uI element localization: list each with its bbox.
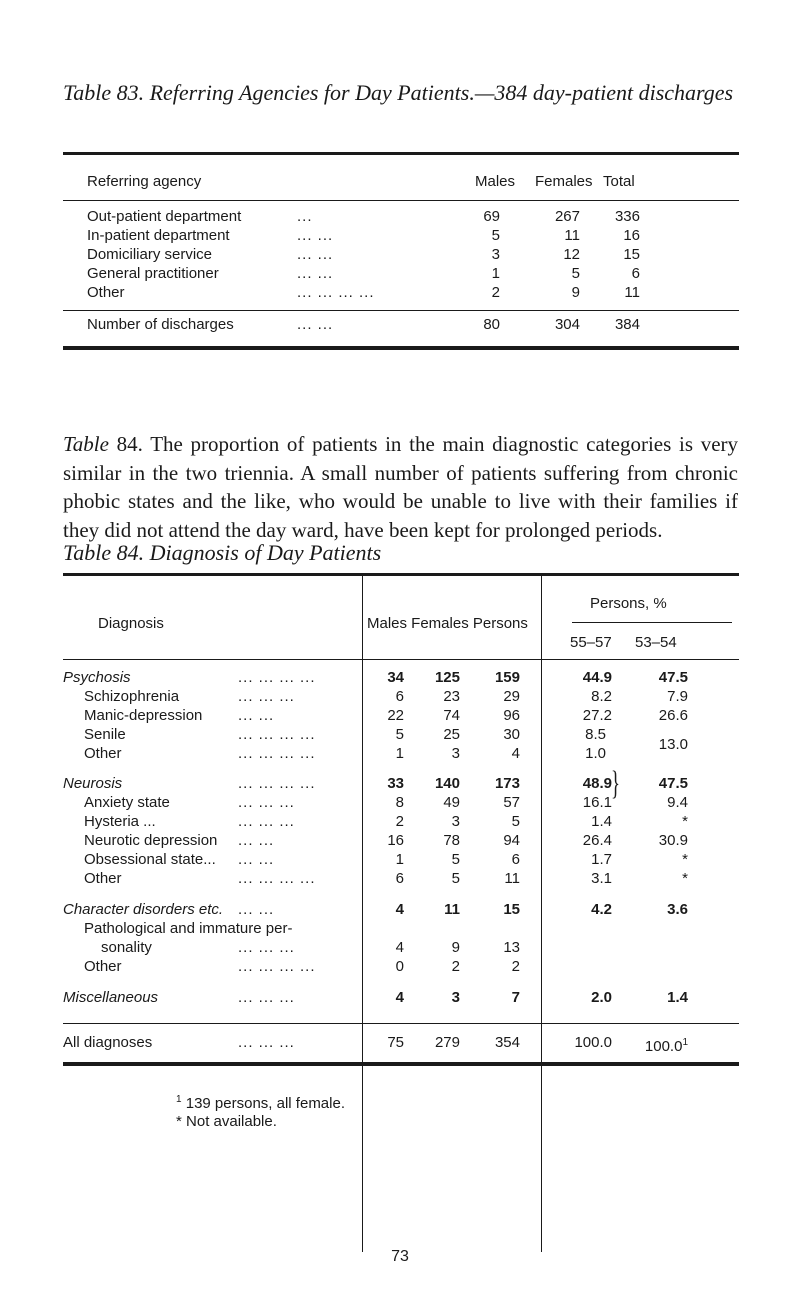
pct-53-54-cell: 3.6 xyxy=(667,901,688,918)
persons-cell: 30 xyxy=(503,726,520,743)
diagnosis-cell: Psychosis xyxy=(63,669,131,686)
caption-title: Diagnosis of Day Patients xyxy=(149,540,382,565)
footnote-1 xyxy=(176,1090,345,1114)
males-cell: 5 xyxy=(395,726,404,743)
agency-cell: Out-patient department xyxy=(87,208,242,225)
agency-cell: Other xyxy=(87,284,125,301)
header-rule xyxy=(63,659,739,660)
pct-55-57-cell: 26.4 xyxy=(582,832,612,849)
pct-53-54-cell: 7.9 xyxy=(667,688,688,705)
leader-dots: ... ... xyxy=(238,901,275,918)
pct-53-54-cell: 47.5 xyxy=(658,775,688,792)
leader-dots: ... ... xyxy=(238,707,275,724)
leader-dots: ... ... xyxy=(238,851,275,868)
persons-cell: 96 xyxy=(503,707,520,724)
males-cell: 4 xyxy=(395,939,404,956)
total-males: 75 xyxy=(387,1034,404,1051)
males-cell: 8 xyxy=(395,794,404,811)
diagnosis-cell: Obsessional state... xyxy=(84,851,216,868)
bottom-rule xyxy=(63,346,739,350)
total-total: 384 xyxy=(614,316,640,333)
males-cell: 3 xyxy=(491,246,500,263)
persons-cell: 159 xyxy=(494,669,520,686)
females-cell: 49 xyxy=(443,794,460,811)
males-cell: 6 xyxy=(395,688,404,705)
top-rule xyxy=(63,152,739,155)
males-cell: 1 xyxy=(491,265,500,282)
total-dots: ... ... xyxy=(297,316,334,333)
diagnosis-cell: Other xyxy=(84,870,122,887)
leader-dots: ... xyxy=(297,208,313,225)
males-cell: 1 xyxy=(395,745,404,762)
pct-53-54-cell: * xyxy=(682,870,688,887)
females-cell: 9 xyxy=(571,284,580,301)
sub-header-rule xyxy=(572,622,732,623)
total-males: 80 xyxy=(483,316,500,333)
agency-cell: General practitioner xyxy=(87,265,219,282)
leader-dots: ... ... xyxy=(238,832,275,849)
leader-dots: ... ... ... xyxy=(238,688,295,705)
caption-rest: —384 day-patient discharges xyxy=(474,80,734,105)
total-label: Number of discharges xyxy=(87,316,234,333)
column-divider xyxy=(541,576,542,1252)
leader-dots: ... ... ... ... xyxy=(238,958,316,975)
persons-cell: 15 xyxy=(503,901,520,918)
top-rule xyxy=(63,573,739,576)
agency-cell: Domiciliary service xyxy=(87,246,213,263)
total-rule xyxy=(63,310,739,311)
pct-55-57-cell: 1.0 xyxy=(585,745,606,762)
paragraph-lead-num: 84. xyxy=(116,432,143,456)
females-cell: 267 xyxy=(554,208,580,225)
pct-55-57-cell: 1.7 xyxy=(591,851,612,868)
females-cell: 140 xyxy=(434,775,460,792)
persons-cell: 7 xyxy=(511,989,520,1006)
leader-dots: ... ... ... ... xyxy=(238,745,316,762)
pct-53-54-cell: 30.9 xyxy=(658,832,688,849)
pct-55-57-cell: 1.4 xyxy=(591,813,612,830)
total-females: 279 xyxy=(434,1034,460,1051)
total-period-2-value: 100.0 xyxy=(644,1038,683,1055)
header-persons-pct: Persons, % xyxy=(590,595,667,612)
footnote-2-mark: * xyxy=(176,1113,182,1130)
total-cell: 11 xyxy=(624,284,640,301)
total-cell: 15 xyxy=(623,246,640,263)
body-paragraph xyxy=(63,430,738,544)
pct-53-54-cell: 9.4 xyxy=(667,794,688,811)
pct-53-54-cell: 13.0 xyxy=(658,736,688,753)
leader-dots: ... ... xyxy=(297,246,334,263)
persons-cell: 57 xyxy=(503,794,520,811)
diagnosis-cell: Other xyxy=(84,958,122,975)
agency-cell: In-patient department xyxy=(87,227,230,244)
pct-55-57-cell: 3.1 xyxy=(591,870,612,887)
pct-55-57-cell: 2.0 xyxy=(591,989,612,1006)
header-total: Total xyxy=(603,173,635,190)
females-cell: 125 xyxy=(434,669,460,686)
diagnosis-cell: Manic-depression xyxy=(84,707,203,724)
males-cell: 1 xyxy=(395,851,404,868)
females-cell: 23 xyxy=(443,688,460,705)
leader-dots: ... ... ... xyxy=(238,989,295,1006)
males-cell: 69 xyxy=(483,208,500,225)
persons-cell: 173 xyxy=(494,775,520,792)
brace-symbol: } xyxy=(611,765,620,802)
footnote-1-text: 139 persons, all female. xyxy=(185,1095,345,1112)
females-cell: 12 xyxy=(563,246,580,263)
table-83-caption xyxy=(63,78,743,108)
total-cell: 6 xyxy=(631,265,640,282)
diagnosis-cell: Neurotic depression xyxy=(84,832,218,849)
pct-55-57-cell: 8.2 xyxy=(591,688,612,705)
caption-label: Table 84. xyxy=(63,540,145,565)
females-cell: 11 xyxy=(564,227,580,244)
caption-label: Table 83. xyxy=(63,80,145,105)
diagnosis-cell: Pathological and immature per- xyxy=(84,920,293,937)
leader-dots: ... ... ... ... xyxy=(297,284,375,301)
header-agency: Referring agency xyxy=(87,173,202,190)
females-cell: 5 xyxy=(571,265,580,282)
females-cell: 74 xyxy=(443,707,460,724)
table-84-caption xyxy=(63,538,381,568)
total-cell: 16 xyxy=(623,227,640,244)
pct-55-57-cell: 44.9 xyxy=(582,669,612,686)
diagnosis-cell: sonality xyxy=(101,939,152,956)
header-males-females-persons: Males Females Persons xyxy=(367,615,528,632)
pct-53-54-cell: 1.4 xyxy=(667,989,688,1006)
diagnosis-cell: Neurosis xyxy=(63,775,123,792)
diagnosis-cell: Other xyxy=(84,745,122,762)
leader-dots: ... ... ... ... xyxy=(238,870,316,887)
diagnosis-cell: Senile xyxy=(84,726,126,743)
total-label: All diagnoses xyxy=(63,1034,153,1051)
header-males: Males xyxy=(475,173,516,190)
pct-53-54-cell: * xyxy=(682,813,688,830)
persons-cell: 11 xyxy=(504,870,520,887)
total-dots: ... ... ... xyxy=(238,1034,295,1051)
total-rule xyxy=(63,1023,739,1024)
females-cell: 2 xyxy=(451,958,460,975)
leader-dots: ... ... ... xyxy=(238,794,295,811)
footnote-2-text: Not available. xyxy=(186,1113,277,1130)
leader-dots: ... ... ... ... xyxy=(238,775,316,792)
pct-55-57-cell: 4.2 xyxy=(591,901,612,918)
footnote-2 xyxy=(176,1112,277,1132)
pct-53-54-cell: 26.6 xyxy=(658,707,688,724)
females-cell: 5 xyxy=(451,851,460,868)
males-cell: 22 xyxy=(387,707,404,724)
leader-dots: ... ... ... ... xyxy=(238,669,316,686)
females-cell: 3 xyxy=(451,813,460,830)
females-cell: 3 xyxy=(451,989,460,1006)
females-cell: 25 xyxy=(443,726,460,743)
header-rule xyxy=(63,200,739,201)
pct-53-54-cell: * xyxy=(682,851,688,868)
males-cell: 4 xyxy=(395,901,404,918)
page-number: 73 xyxy=(391,1248,409,1265)
males-cell: 2 xyxy=(491,284,500,301)
header-period-2: 53–54 xyxy=(635,634,677,651)
females-cell: 78 xyxy=(443,832,460,849)
diagnosis-cell: Hysteria ... xyxy=(84,813,156,830)
footnote-1-mark: 1 xyxy=(176,1094,182,1105)
females-cell: 11 xyxy=(444,901,460,918)
persons-cell: 6 xyxy=(511,851,520,868)
persons-cell: 29 xyxy=(503,688,520,705)
leader-dots: ... ... ... ... xyxy=(238,726,316,743)
leader-dots: ... ... xyxy=(297,265,334,282)
pct-53-54-cell: 47.5 xyxy=(658,669,688,686)
diagnosis-cell: Character disorders etc. xyxy=(63,901,224,918)
pct-55-57-cell: 27.2 xyxy=(582,707,612,724)
persons-cell: 13 xyxy=(503,939,520,956)
leader-dots: ... ... ... xyxy=(238,939,295,956)
males-cell: 6 xyxy=(395,870,404,887)
bottom-rule xyxy=(63,1062,739,1066)
females-cell: 5 xyxy=(451,870,460,887)
males-cell: 2 xyxy=(395,813,404,830)
diagnosis-cell: Miscellaneous xyxy=(63,989,159,1006)
pct-55-57-cell: 16.1 xyxy=(582,794,612,811)
males-cell: 5 xyxy=(491,227,500,244)
females-cell: 3 xyxy=(451,745,460,762)
males-cell: 0 xyxy=(395,958,404,975)
persons-cell: 2 xyxy=(511,958,520,975)
total-persons: 354 xyxy=(494,1034,520,1051)
total-period-2 xyxy=(630,1033,688,1057)
paragraph-lead: Table xyxy=(63,432,109,456)
males-cell: 34 xyxy=(387,669,404,686)
persons-cell: 5 xyxy=(511,813,520,830)
leader-dots: ... ... xyxy=(297,227,334,244)
persons-cell: 94 xyxy=(503,832,520,849)
males-cell: 4 xyxy=(395,989,404,1006)
pct-55-57-cell: 8.5 xyxy=(585,726,606,743)
leader-dots: ... ... ... xyxy=(238,813,295,830)
paragraph-text: The proportion of patients in the main diagnostic categories is very similar in the two triennia. A small number of patients suffering from chronic phobic states and the like, who would be unable to live with their families if they did not attend the day ward, have been kept for prolonged periods. xyxy=(63,432,739,542)
total-period-1: 100.0 xyxy=(574,1034,612,1051)
males-cell: 33 xyxy=(387,775,404,792)
header-females: Females xyxy=(535,173,593,190)
diagnosis-cell: Schizophrenia xyxy=(84,688,180,705)
pct-55-57-cell: 48.9 xyxy=(582,775,612,792)
header-period-1: 55–57 xyxy=(570,634,612,651)
diagnosis-cell: Anxiety state xyxy=(84,794,170,811)
caption-title: Referring Agencies for Day Patients. xyxy=(149,80,475,105)
footnote-ref: 1 xyxy=(682,1037,688,1048)
persons-cell: 4 xyxy=(511,745,520,762)
header-diagnosis: Diagnosis xyxy=(98,615,164,632)
total-cell: 336 xyxy=(614,208,640,225)
total-females: 304 xyxy=(554,316,580,333)
males-cell: 16 xyxy=(387,832,404,849)
females-cell: 9 xyxy=(451,939,460,956)
